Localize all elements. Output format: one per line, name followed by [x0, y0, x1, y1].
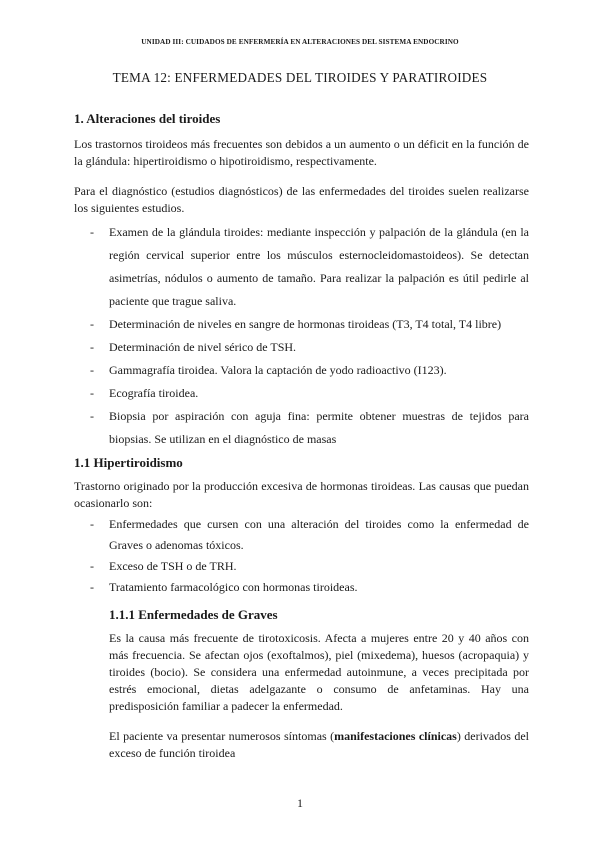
list-bullet: -	[90, 340, 94, 354]
list-bullet: -	[90, 363, 94, 377]
list-item	[74, 382, 529, 405]
list-bullet: -	[90, 559, 94, 573]
diagnostic-list	[74, 221, 529, 451]
document-title: TEMA 12: ENFERMEDADES DEL TIROIDES Y PARATIROIDES	[112, 70, 488, 85]
list-item-text: Tratamiento farmacológico con hormonas tiroideas.	[109, 580, 358, 594]
list-item-text: Ecografía tiroidea.	[109, 386, 199, 400]
section-heading-alteraciones: 1. Alteraciones del tiroides	[74, 111, 221, 126]
list-item-text: Determinación de niveles en sangre de hormonas tiroideas (T3, T4 total, T4 libre)	[109, 317, 502, 331]
section-heading-graves: 1.1.1 Enfermedades de Graves	[109, 607, 278, 622]
list-bullet: -	[90, 225, 94, 239]
list-item-text: Determinación de nivel sérico de TSH.	[109, 340, 297, 354]
paragraph: Los trastornos tiroideos más frecuentes son debidos a un aumento o un déficit en la función de la glándula: hipertiroidismo o hipotiroidismo, respectivamente.	[74, 137, 529, 168]
list-item	[74, 405, 529, 451]
list-bullet: -	[90, 409, 94, 423]
page-number: 1	[297, 796, 303, 810]
running-header: UNIDAD III: CUIDADOS DE ENFERMERÍA EN ALTERACIONES DEL SISTEMA ENDOCRINO	[141, 38, 459, 46]
list-item-text: Gammagrafía tiroidea. Valora la captación de yodo radioactivo (I123).	[109, 363, 447, 377]
paragraph-clinical	[109, 728, 529, 762]
list-bullet: -	[90, 517, 94, 531]
list-bullet: -	[90, 317, 94, 331]
bold-term: manifestaciones clínicas	[334, 729, 457, 743]
text-run: El paciente va presentar numerosos síntomas (	[109, 729, 335, 743]
list-item-text: Exceso de TSH o de TRH.	[109, 559, 237, 573]
list-bullet: -	[90, 386, 94, 400]
list-item-text: Examen de la glándula tiroides: mediante inspección y palpación de la glándula (en la región cervical superior entre los músculos esternocleidomastoideos). Se detectan asimetrías, nódulos o aumento de tamaño. Para realizar la palpación es útil pedirle al paciente que trague saliva.	[109, 225, 529, 308]
text-run: ) derivados del exceso de función tiroidea	[109, 729, 530, 760]
list-item	[74, 359, 529, 382]
list-bullet: -	[90, 580, 94, 594]
list-item	[74, 577, 529, 598]
list-item	[74, 514, 529, 556]
paragraph: Trastorno originado por la producción excesiva de hormonas tiroideas. Las causas que puedan ocasionarlo son:	[74, 479, 529, 510]
paragraph: Es la causa más frecuente de tirotoxicosis. Afecta a mujeres entre 20 y 40 años con más frecuencia. Se afectan ojos (exoftalmos), piel (mixedema), huesos (acropaquia) y tiroides (bocio). Se considera una enfermedad autoinmune, a veces precipitada por estrés emocional, dietas adelgazante o consumo de anfetaminas. Hay una predisposición familiar a padecer la enfermedad.	[109, 631, 529, 713]
section-heading-hipertiroidismo: 1.1 Hipertiroidismo	[74, 455, 183, 470]
list-item	[74, 336, 529, 359]
causes-list	[74, 514, 529, 598]
list-item	[74, 556, 529, 577]
list-item	[74, 221, 529, 313]
paragraph: Para el diagnóstico (estudios diagnósticos) de las enfermedades del tiroides suelen realizarse los siguientes estudios.	[74, 184, 529, 215]
list-item-text: Enfermedades que cursen con una alteración del tiroides como la enfermedad de Graves o adenomas tóxicos.	[109, 517, 529, 552]
list-item-text: Biopsia por aspiración con aguja fina: permite obtener muestras de tejidos para biopsias. Se utilizan en el diagnóstico de masas	[109, 409, 529, 446]
list-item	[74, 313, 529, 336]
